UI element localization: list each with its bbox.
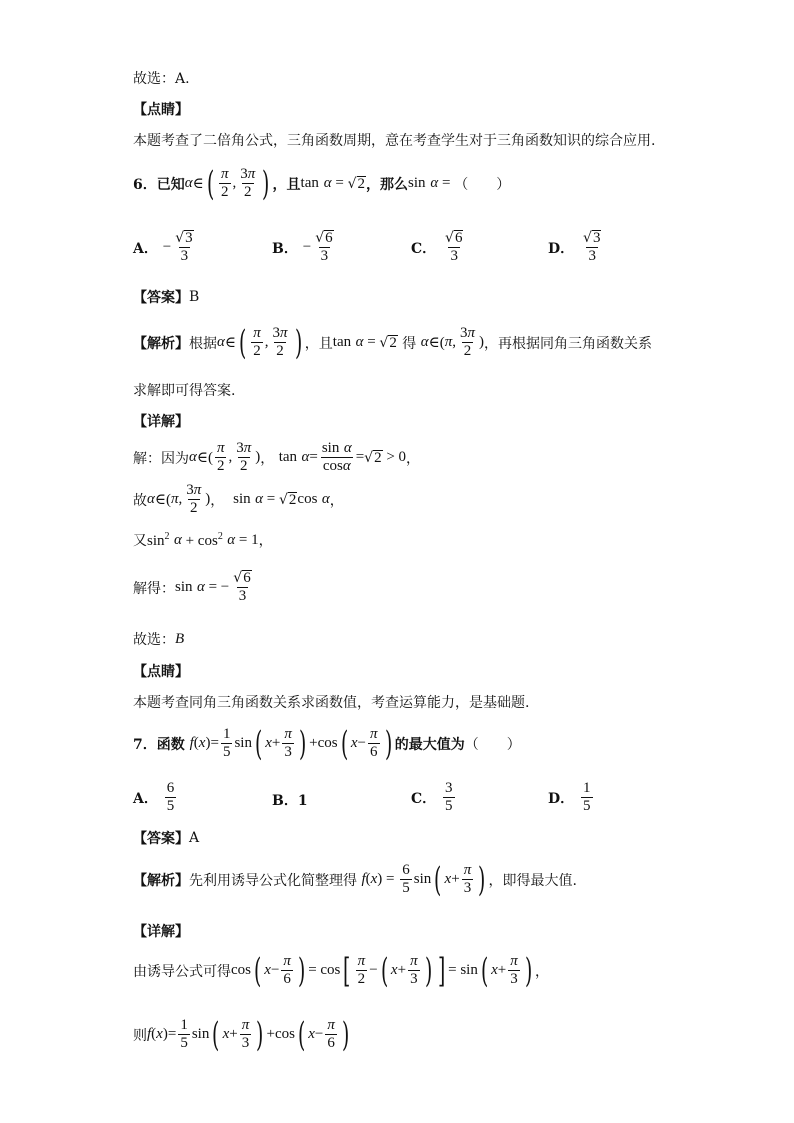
answer-choice-line (133, 68, 190, 88)
option-label: D． (548, 790, 575, 807)
text: 得 (402, 335, 417, 352)
detail-line-5: 由诱导公式可得 cos ( x − $\frac{\pi}{6}$ ) = cos [ $\frac{\pi}{2}$ − ( x + $\frac{\pi}{3}$ ) ] = sin ( x + $\frac{\pi}{3}$ ) ， (133, 950, 550, 991)
answer-value: B (175, 630, 185, 647)
text: 求解即可得答案. (133, 383, 236, 399)
question-number: 7．函数 (133, 736, 185, 753)
answer-blank: （ ） (454, 176, 511, 193)
text: ， (258, 533, 273, 549)
heading-xiangjie-2 (133, 921, 189, 941)
answer-6 (133, 287, 199, 307)
heading-dianjing-2 (133, 661, 189, 681)
text: 解：因为 (133, 450, 189, 467)
answer-choice-line-2 (133, 629, 184, 649)
text: ， (210, 492, 225, 509)
option-b (272, 790, 308, 810)
text: 则 (133, 1027, 147, 1044)
answer-label: 【答案】 (133, 831, 189, 847)
heading-text: 【点睛】 (133, 664, 189, 680)
option-a: A． − √ 3 3 (133, 230, 193, 264)
answer-7 (133, 828, 199, 848)
comment-paragraph-2 (133, 692, 529, 712)
text: 又 (133, 533, 147, 549)
comment-paragraph (133, 130, 655, 150)
text: ，且 (304, 335, 333, 352)
heading-text: 【详解】 (133, 924, 189, 940)
text: ， (329, 492, 344, 509)
option-c: C． √ 6 3 (411, 230, 463, 264)
text: 先利用诱导公式化简整理得 (189, 872, 357, 889)
heading-text: 【点睛】 (133, 102, 189, 118)
text: 根据 (189, 335, 217, 352)
option-b: B． − √ 6 3 (272, 230, 333, 264)
analysis-7: 【解析】 先利用诱导公式化简整理得 f ( x ) = $\frac{6}{5}$ sin ( x + $\frac{\pi}{3}$ ) ，即得最大值. (133, 859, 577, 900)
option-d: D． √ 3 3 (548, 230, 601, 264)
text: 由诱导公式可得 (133, 963, 231, 980)
option-d: D． $\frac{1}{5}$ (548, 780, 591, 814)
text: ， (406, 450, 421, 467)
analysis-6-cont (133, 380, 235, 400)
text: ， (260, 450, 275, 467)
detail-line-3: 又 $\sin^2$ α + $\cos^2$ α = 1 ， (133, 530, 273, 549)
text: 故选：A. (133, 71, 190, 87)
text: ，即得最大值. (488, 872, 577, 889)
text: 解得： (133, 580, 175, 597)
question-number: 6．已知 (133, 176, 185, 193)
detail-line-2: 故 α ∈( π , $\frac{3\pi}{2}$ ) ， sin α = √ 2 cos α ， (133, 482, 344, 516)
text: 故 (133, 492, 147, 509)
answer-blank: （ ） (464, 736, 521, 753)
option-label: A． (133, 240, 158, 257)
text: ，那么 (366, 176, 409, 193)
option-label: C． (411, 240, 437, 257)
answer-value: A (189, 830, 200, 846)
text: 本题考查同角三角函数关系求函数值，考查运算能力，是基础题. (133, 695, 530, 711)
analysis-label: 【解析】 (133, 335, 189, 352)
option-c: C． $\frac{3}{5}$ (411, 780, 453, 814)
text: 本题考查了二倍角公式，三角函数周期，意在考查学生对于三角函数知识的综合应用. (133, 133, 656, 149)
answer-value: B (189, 289, 200, 305)
text: ，再根据同角三角函数关系 (484, 335, 653, 352)
analysis-6: 【解析】 根据 α ∈ ( $\frac{\pi}{2}$ , $\frac{3\pi}{2}$ ) ，且 tan α = √ 2 得 α ∈( π , $\frac{3\pi}{2}$ ) ，再根据同角三角函数关系 (133, 322, 653, 363)
analysis-label: 【解析】 (133, 872, 189, 889)
detail-line-6: 则 f ( x )= $\frac{1}{5}$ sin ( x + $\frac{\pi}{3}$ ) +cos ( x − $\frac{\pi}{6}$ ) (133, 1014, 350, 1055)
option-label: C． (411, 790, 437, 807)
option-label: B．1 (272, 793, 308, 809)
text: 故选： (133, 632, 175, 648)
question-7: 7．函数 f ( x )= $\frac{1}{5}$ sin ( x + $\frac{\pi}{3}$ ) +cos ( x − $\frac{\pi}{6}$ ) 的最大值为 （ ） (133, 723, 521, 764)
detail-line-4: 解得： sin α = − √ 6 3 (133, 570, 251, 604)
option-label: A． (133, 790, 158, 807)
text: ， (535, 963, 550, 980)
option-label: D． (548, 240, 575, 257)
answer-label: 【答案】 (133, 290, 189, 306)
option-label: B． (272, 240, 298, 257)
text: 的最大值为 (394, 736, 465, 753)
detail-line-1: 解：因为 α ∈( $\frac{\pi}{2}$ , $\frac{3\pi}{2}$ ) ， tan α = $\frac{\text{sin α}}{\cos\alpha}$ = √ 2 > 0 ， (133, 440, 421, 474)
heading-xiangjie (133, 411, 189, 431)
option-a: A． $\frac{6}{5}$ (133, 780, 175, 814)
question-6: 6．已知 α ∈ ( $\frac{\pi}{2}$ , $\frac{3\pi}{2}$ ) ，且 tan α = √ 2 ，那么 sin α = （ ） (133, 163, 511, 204)
heading-dianjing (133, 99, 189, 119)
text: ，且 (272, 176, 301, 193)
heading-text: 【详解】 (133, 414, 189, 430)
